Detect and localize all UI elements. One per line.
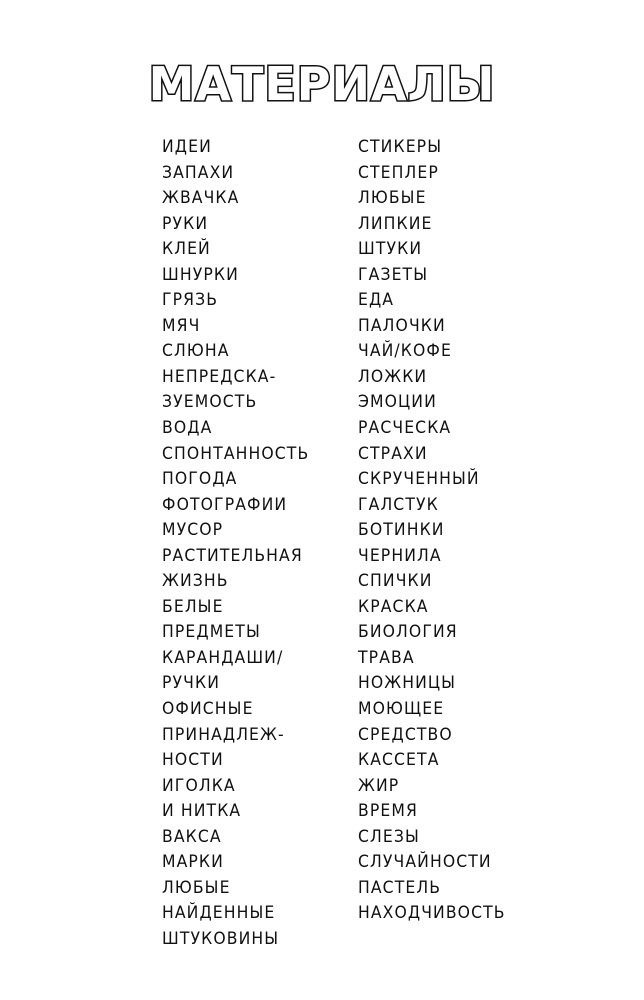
list-item: МОЮЩЕЕ <box>358 699 445 720</box>
list-item: НАЙДЕННЫЕ <box>162 903 276 924</box>
list-item: СПОНТАННОСТЬ <box>162 443 310 464</box>
list-item: ИГОЛКА <box>162 775 236 796</box>
list-item: ТРАВА <box>358 647 415 668</box>
list-item: КАССЕТА <box>358 750 440 771</box>
list-item: РАСЧЕСКА <box>358 418 452 439</box>
list-item: СТЕПЛЕР <box>358 162 439 183</box>
list-item: ПРИНАДЛЕЖ- <box>162 724 285 745</box>
list-item: ГРЯЗЬ <box>162 290 219 311</box>
list-item: ЛОЖКИ <box>358 366 428 387</box>
list-item: МУСОР <box>162 520 224 541</box>
list-item: БЕЛЫЕ <box>162 596 224 617</box>
list-item: ГАЗЕТЫ <box>358 264 429 285</box>
list-item: ПАЛОЧКИ <box>358 315 446 336</box>
list-item: ЖВАЧКА <box>162 188 240 209</box>
materials-list-right <box>358 135 518 927</box>
list-item: ШТУКИ <box>358 239 423 260</box>
list-item: МАРКИ <box>162 852 224 873</box>
list-item: СРЕДСТВО <box>358 724 453 745</box>
materials-list-left <box>162 135 322 953</box>
list-item: КАРАНДАШИ/ <box>162 647 284 668</box>
list-item: ГАЛСТУК <box>358 494 439 515</box>
list-item: ШТУКОВИНЫ <box>162 928 280 949</box>
list-item: ЗАПАХИ <box>162 162 235 183</box>
list-item: СЛЕЗЫ <box>358 826 420 847</box>
list-item: ЛЮБЫЕ <box>162 877 231 898</box>
list-item: ФОТОГРАФИИ <box>162 494 288 515</box>
list-item: СПИЧКИ <box>358 571 433 592</box>
list-item: КЛЕЙ <box>162 239 211 260</box>
list-item: НОСТИ <box>162 750 224 771</box>
list-item: ЕДА <box>358 290 395 311</box>
list-item: СЛУЧАЙНОСТИ <box>358 852 492 873</box>
list-item: РУЧКИ <box>162 673 221 694</box>
list-item: НАХОДЧИВОСТЬ <box>358 903 506 924</box>
list-item: СТИКЕРЫ <box>358 137 443 157</box>
list-item: ВОДА <box>162 418 213 439</box>
list-item: ИДЕИ <box>162 137 212 157</box>
list-item: РУКИ <box>162 213 209 234</box>
list-item: ВРЕМЯ <box>358 801 418 822</box>
list-item: ЛИПКИЕ <box>358 213 433 234</box>
list-item: БИОЛОГИЯ <box>358 622 458 643</box>
list-item: ОФИСНЫЕ <box>162 699 254 720</box>
list-item: ПАСТЕЛЬ <box>358 877 442 898</box>
list-item: ВАКСА <box>162 826 222 847</box>
list-item: ЧЕРНИЛА <box>358 545 442 566</box>
list-item: НЕПРЕДСКА- <box>162 366 277 387</box>
list-item: СТРАХИ <box>358 443 428 464</box>
list-item: ЗУЕМОСТЬ <box>162 392 258 413</box>
page-title: МАТЕРИАЛЫ <box>148 57 496 111</box>
list-item: ЭМОЦИИ <box>358 392 437 413</box>
list-item: ЖИЗНЬ <box>162 571 229 592</box>
list-item: БОТИНКИ <box>358 520 445 541</box>
list-item: КРАСКА <box>358 596 429 617</box>
list-item: ЛЮБЫЕ <box>358 188 427 209</box>
list-item: ЖИР <box>358 775 400 796</box>
list-item: И НИТКА <box>162 801 242 822</box>
list-item: СКРУЧЕННЫЙ <box>358 469 480 490</box>
list-item: НОЖНИЦЫ <box>358 673 457 694</box>
list-item: РАСТИТЕЛЬНАЯ <box>162 545 303 566</box>
list-item: СЛЮНА <box>162 341 230 362</box>
list-item: ПОГОДА <box>162 469 238 490</box>
list-item: ПРЕДМЕТЫ <box>162 622 261 643</box>
list-item: МЯЧ <box>162 315 201 336</box>
list-item: ЧАЙ/КОФЕ <box>358 341 452 362</box>
list-item: ШНУРКИ <box>162 264 239 285</box>
